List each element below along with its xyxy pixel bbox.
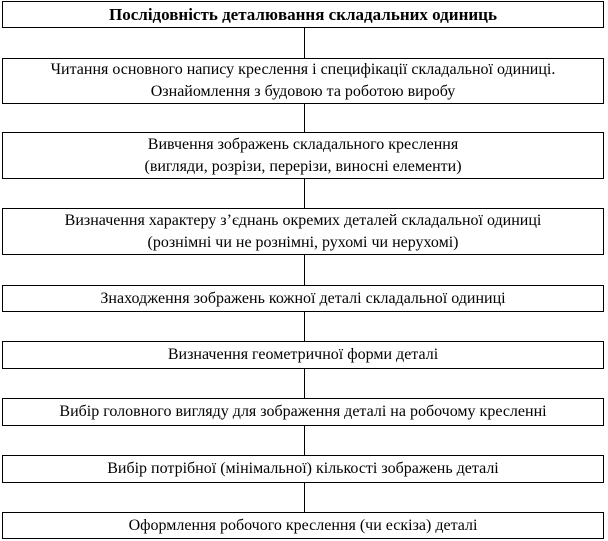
- connector-line: [304, 426, 305, 455]
- step-box-4: [2, 285, 604, 312]
- connector-line: [304, 369, 305, 398]
- step-3-line-2: (рознімні чи не рознімні, рухомі чи нерухомі): [147, 233, 459, 251]
- step-2-line-2: (вигляди, розрізи, перерізи, виносні елементи): [144, 157, 462, 175]
- step-7-line-1: Вибір потрібної (мінімальної) кількості зображень деталі: [107, 460, 499, 477]
- connector-line: [304, 104, 305, 132]
- step-box-2: [2, 132, 604, 179]
- diagram-title: Послідовність деталювання складальних одиниць: [109, 4, 497, 24]
- connector-line: [304, 255, 305, 285]
- step-4-line-1: Знаходження зображень кожної деталі складальної одиниці: [100, 289, 506, 307]
- step-8-line-1: Оформлення робочого креслення (чи ескіза) деталі: [128, 516, 478, 534]
- step-box-6: [2, 398, 604, 426]
- step-5-line-1: Визначення геометричної форми деталі: [167, 346, 439, 363]
- step-box-5: [2, 341, 604, 369]
- diagram-title-box: [2, 1, 604, 28]
- step-2-line-1: Вивчення зображень складального креслення: [147, 135, 459, 153]
- step-box-3: [2, 208, 604, 255]
- step-1-line-2: Ознайомлення з будовою та роботою виробу: [150, 83, 456, 100]
- step-box-7: [2, 455, 604, 483]
- step-3-line-1: Визначення характеру з’єднань окремих деталей складальної одиниці: [64, 211, 542, 229]
- connector-line: [304, 179, 305, 208]
- connector-line: [304, 28, 305, 58]
- step-1-line-1: Читання основного напису креслення і специфікації складальної одиниці.: [50, 61, 556, 78]
- step-6-line-1: Вибір головного вигляду для зображення деталі на робочому кресленні: [59, 403, 547, 420]
- step-box-8: [2, 512, 604, 539]
- step-box-1: [2, 58, 604, 104]
- connector-line: [304, 312, 305, 341]
- connector-line: [304, 483, 305, 512]
